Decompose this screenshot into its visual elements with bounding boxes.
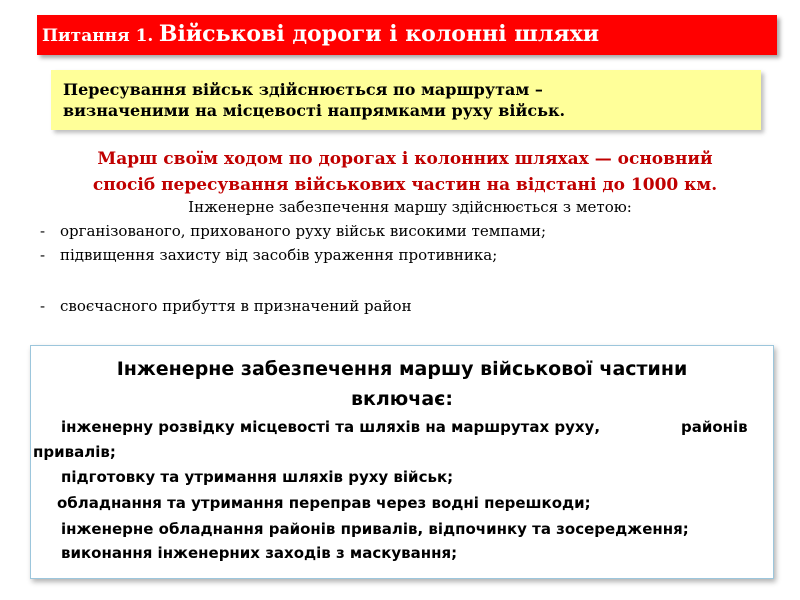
engineering-heading-line-1: Інженерне забезпечення маршу військової частини (116, 358, 688, 380)
title-banner (37, 15, 777, 55)
bullet-dash: - (40, 222, 46, 240)
definition-box (51, 70, 761, 130)
purpose-item (40, 297, 412, 315)
march-definition (40, 146, 770, 198)
engineering-item-reconnaissance-cont: привалів; (33, 443, 116, 461)
engineering-heading (31, 354, 773, 414)
purpose-item (40, 246, 497, 264)
title-main: Військові дороги і колонні шляхи (158, 21, 600, 47)
engineering-item-camouflage: виконання інженерних заходів з маскування; (61, 544, 458, 562)
engineering-item-crossings: обладнання та утримання переправ через водні перешкоди; (57, 494, 591, 512)
purpose-item-text: своєчасного прибуття в призначений район (60, 297, 412, 315)
engineering-heading-line-2: включає: (350, 388, 454, 410)
purpose-item (40, 222, 546, 240)
purpose-item-text: підвищення захисту від засобів ураження противника; (60, 246, 498, 264)
definition-line-2: визначеними на місцевості напрямками руху військ. (63, 101, 566, 120)
engineering-item-halt-areas: інженерне обладнання районів привалів, відпочинку та зосередження; (61, 520, 689, 538)
march-line-1: Марш своїм ходом по дорогах і колонних шляхах — основний (97, 149, 713, 169)
definition-text (63, 79, 743, 121)
engineering-support-box (30, 345, 774, 579)
march-line-2: спосіб пересування військових частин на відстані до 1000 км. (92, 175, 718, 195)
title-prefix: Питання 1. (42, 26, 154, 46)
slide-title (42, 21, 599, 47)
purpose-intro: Інженерне забезпечення маршу здійснюється з метою: (188, 198, 632, 216)
definition-line-1: Пересування військ здійснюється по маршрутам – (63, 80, 543, 99)
engineering-item-reconnaissance: інженерну розвідку місцевості та шляхів на маршрутах руху, (61, 418, 601, 436)
bullet-dash: - (40, 246, 46, 264)
engineering-item-reconnaissance-tail: районів (681, 418, 748, 436)
bullet-dash: - (40, 297, 46, 315)
engineering-item-routes: підготовку та утримання шляхів руху військ; (61, 468, 454, 486)
purpose-item-text: організованого, прихованого руху військ високими темпами; (60, 222, 547, 240)
